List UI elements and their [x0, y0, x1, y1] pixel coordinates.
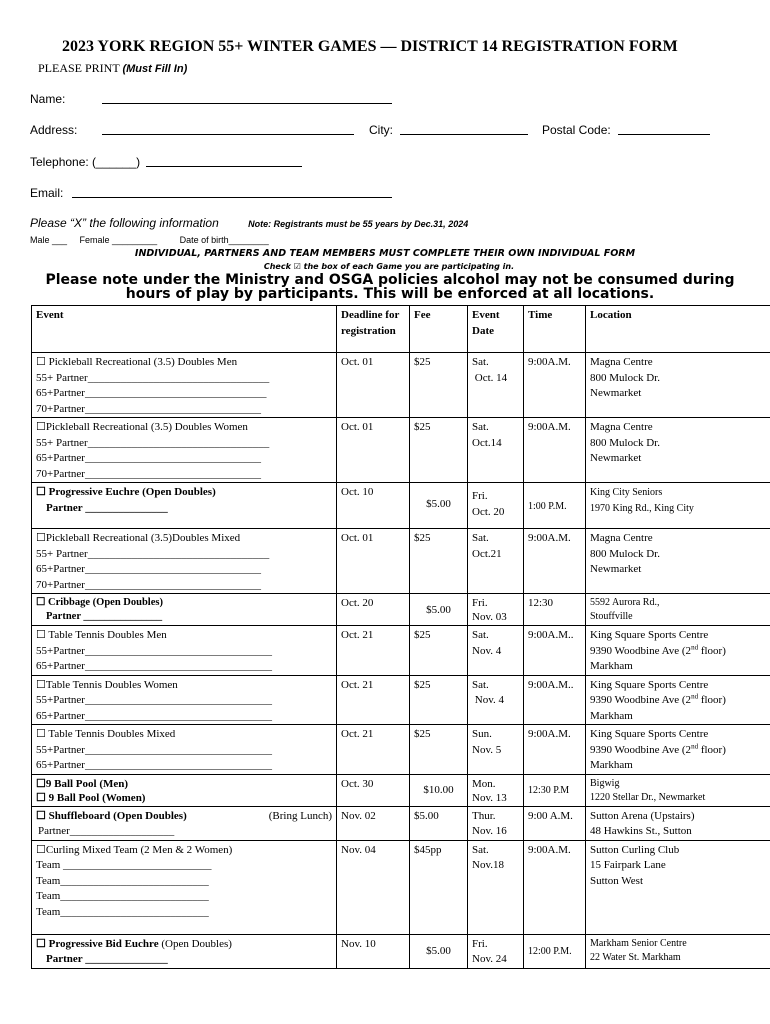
header-event: Event: [32, 306, 337, 353]
date-value: Oct.14: [472, 436, 502, 449]
event-checkbox-label[interactable]: ☐ Table Tennis Doubles Mixed: [36, 728, 176, 740]
table-row: [32, 934, 770, 968]
date-day: Fri.: [472, 597, 488, 609]
partner-field[interactable]: 65+Partner________________________________: [36, 563, 261, 575]
events-table: [31, 305, 770, 969]
partner-field[interactable]: Partner _______________: [46, 611, 163, 622]
location-cell: [586, 483, 770, 529]
event-checkbox-label[interactable]: ☐ Table Tennis Doubles Men: [36, 629, 167, 641]
male-field[interactable]: Male ___: [30, 235, 68, 245]
event-cell[interactable]: [32, 774, 337, 806]
location-cell: [586, 774, 770, 806]
please-print-label: PLEASE PRINT: [38, 61, 120, 75]
event-checkbox-label[interactable]: ☐Table Tennis Doubles Women: [36, 678, 178, 691]
event-cell[interactable]: [32, 529, 337, 594]
location-cell: [586, 840, 770, 934]
location-line: 5592 Aurora Rd.,: [590, 597, 660, 608]
location-line: Newmarket: [590, 563, 642, 575]
location-line: Magna Centre: [590, 532, 653, 544]
date-cell: [468, 529, 524, 594]
event-checkbox-label[interactable]: ☐Pickleball Recreational (3.5) Doubles Women: [36, 421, 248, 433]
time-cell: 9:00A.M.: [524, 529, 586, 594]
date-value: Nov. 4: [472, 694, 504, 706]
time-cell: 12:30 P.M: [524, 774, 586, 806]
fee-cell: $45pp: [410, 840, 468, 934]
table-row: [32, 774, 770, 806]
location-cell: [586, 594, 770, 626]
event-checkbox-label[interactable]: ☐Curling Mixed Team (2 Men & 2 Women): [36, 843, 233, 856]
dob-field[interactable]: Date of birth________: [179, 235, 269, 245]
date-day: Sat.: [472, 843, 489, 856]
partner-field[interactable]: 65+Partner________________________________: [36, 452, 261, 464]
table-row: [32, 725, 770, 775]
date-value: Nov. 16: [472, 825, 507, 837]
table-row: [32, 353, 770, 418]
event-checkbox-label[interactable]: ☐ Shuffleboard (Open Doubles): [36, 809, 187, 822]
event-checkbox-label[interactable]: ☐ 9 Ball Pool (Women): [36, 791, 146, 804]
event-cell[interactable]: [32, 626, 337, 676]
postal-code-field[interactable]: [618, 134, 710, 135]
time-cell: 9:00A.M.: [524, 840, 586, 934]
location-line: King Square Sports Centre: [590, 629, 709, 641]
time-cell: 1:00 P.M.: [524, 483, 586, 529]
date-cell: [468, 934, 524, 968]
date-value: Oct. 14: [472, 371, 508, 384]
name-label: Name:: [30, 92, 66, 106]
partner-field[interactable]: 55+Partner__________________________________: [36, 644, 272, 657]
date-value: Oct. 20: [472, 505, 505, 518]
event-cell[interactable]: [32, 725, 337, 775]
event-cell[interactable]: [32, 483, 337, 529]
please-print-note: [38, 61, 187, 76]
event-checkbox-label[interactable]: ☐ Progressive Euchre (Open Doubles): [36, 486, 216, 498]
location-cell: [586, 934, 770, 968]
location-line: Bigwig: [590, 777, 620, 789]
must-fill-label: (Must Fill In): [122, 63, 188, 75]
postal-code-label: Postal Code:: [542, 123, 611, 137]
date-cell: [468, 626, 524, 676]
location-line: King Square Sports Centre: [590, 678, 709, 691]
partner-field[interactable]: 55+ Partner_________________________________: [36, 547, 270, 560]
location-line: 800 Mulock Dr.: [590, 371, 660, 384]
location-line: Markham Senior Centre: [590, 937, 687, 949]
event-title-row[interactable]: [36, 937, 332, 953]
location-line: Magna Centre: [590, 421, 653, 433]
date-cell: [468, 483, 524, 529]
table-row: [32, 594, 770, 626]
event-checkbox-label[interactable]: ☐ Pickleball Recreational (3.5) Doubles Men: [36, 356, 238, 368]
x-info-note: [30, 216, 468, 230]
event-cell[interactable]: [32, 806, 337, 840]
time-cell: 12:30: [524, 594, 586, 626]
event-cell[interactable]: [32, 840, 337, 934]
date-day: Sat.: [472, 678, 489, 691]
date-day: Fri.: [472, 490, 488, 502]
location-line: 800 Mulock Dr.: [590, 547, 660, 560]
date-value: Nov. 13: [472, 791, 507, 804]
table-row: [32, 675, 770, 725]
event-cell[interactable]: [32, 353, 337, 418]
event-cell[interactable]: [32, 594, 337, 626]
partner-field[interactable]: 70+Partner________________________________: [36, 467, 261, 480]
location-line: 22 Water St. Markham: [590, 951, 681, 963]
location-line: Newmarket: [590, 452, 642, 464]
deadline-cell: Oct. 01: [337, 353, 410, 418]
date-cell: [468, 725, 524, 775]
address-field[interactable]: [102, 134, 354, 135]
partner-field[interactable]: 65+Partner__________________________________: [36, 759, 272, 771]
event-note: (Bring Lunch): [268, 809, 332, 822]
location-cell: [586, 529, 770, 594]
date-cell: [468, 594, 524, 626]
email-field[interactable]: [72, 197, 392, 198]
table-row: [32, 840, 770, 934]
partner-field[interactable]: 65+Partner__________________________________: [36, 709, 272, 722]
partner-field[interactable]: 70+Partner________________________________: [36, 402, 261, 415]
location-cell: [586, 725, 770, 775]
partner-field[interactable]: Partner _______________: [46, 501, 168, 514]
partner-field[interactable]: 55+Partner__________________________________: [36, 694, 272, 706]
location-cell: [586, 626, 770, 676]
time-cell: 9:00A.M..: [524, 626, 586, 676]
team-member-field[interactable]: Team___________________________: [36, 874, 209, 887]
city-field[interactable]: [400, 134, 528, 135]
fee-cell: $5.00: [410, 594, 468, 626]
event-checkbox-label[interactable]: ☐Pickleball Recreational (3.5)Doubles Mixed: [36, 532, 241, 544]
city-label: City:: [369, 123, 393, 137]
date-day: Sun.: [472, 728, 492, 740]
date-day: Sat.: [472, 421, 489, 433]
date-value: Oct.21: [472, 547, 502, 560]
header-event-date: Event Date: [468, 306, 524, 353]
location-line: Markham: [590, 709, 633, 722]
telephone-field[interactable]: [146, 166, 302, 167]
location-line: 9390 Woodbine Ave (2nd floor): [590, 692, 726, 706]
time-cell: 9:00A.M.: [524, 418, 586, 483]
location-line: Sutton Arena (Upstairs): [590, 809, 695, 822]
date-value: Nov. 5: [472, 743, 502, 756]
deadline-cell: Nov. 10: [337, 934, 410, 968]
fee-cell: $10.00: [410, 774, 468, 806]
table-row: [32, 483, 770, 529]
location-line: 1220 Stellar Dr., Newmarket: [590, 791, 706, 803]
time-cell: 9:00 A.M.: [524, 806, 586, 840]
time-cell: 9:00A.M..: [524, 675, 586, 725]
date-cell: [468, 353, 524, 418]
table-row: [32, 529, 770, 594]
partner-field[interactable]: 70+Partner________________________________: [36, 578, 261, 591]
telephone-label: Telephone: (______): [30, 155, 141, 169]
partner-field[interactable]: 55+ Partner_________________________________: [36, 371, 270, 384]
deadline-cell: Oct. 30: [337, 774, 410, 806]
event-checkbox-label[interactable]: ☐ Progressive Bid Euchre: [36, 937, 159, 950]
event-checkbox-label[interactable]: ☐ Cribbage (Open Doubles): [36, 597, 163, 608]
individual-form-note: INDIVIDUAL, PARTNERS AND TEAM MEMBERS MUST COMPLETE THEIR OWN INDIVIDUAL FORM: [134, 248, 636, 259]
deadline-cell: Oct. 01: [337, 529, 410, 594]
fee-cell: $25: [410, 675, 468, 725]
location-line: Markham: [590, 660, 633, 672]
team-member-field[interactable]: Team ___________________________: [36, 859, 212, 871]
header-time: Time: [524, 306, 586, 353]
table-row: [32, 418, 770, 483]
fee-cell: $25: [410, 418, 468, 483]
alcohol-policy-note: Please note under the Ministry and OSGA policies alcohol may not be consumed during hours of play by participants. This will be enforced at all locations.: [45, 272, 735, 302]
date-cell: [468, 840, 524, 934]
partner-field[interactable]: 55+Partner__________________________________: [36, 743, 272, 756]
location-line: 9390 Woodbine Ave (2nd floor): [590, 741, 726, 756]
location-line: Newmarket: [590, 387, 642, 399]
event-cell[interactable]: [32, 934, 337, 968]
fee-cell: $5.00: [410, 483, 468, 529]
date-day: Fri.: [472, 937, 488, 950]
address-label: Address:: [30, 123, 78, 137]
fee-cell: $25: [410, 725, 468, 775]
deadline-cell: Oct. 21: [337, 725, 410, 775]
event-note: (Open Doubles): [161, 937, 232, 950]
deadline-cell: Nov. 02: [337, 806, 410, 840]
partner-field[interactable]: 65+Partner__________________________________: [36, 660, 272, 672]
deadline-cell: Nov. 04: [337, 840, 410, 934]
location-line: Stouffville: [590, 611, 633, 622]
location-line: 9390 Woodbine Ave (2nd floor): [590, 642, 726, 657]
fee-cell: $25: [410, 353, 468, 418]
location-line: Markham: [590, 759, 633, 771]
location-line: Magna Centre: [590, 356, 653, 368]
deadline-cell: Oct. 21: [337, 675, 410, 725]
location-cell: [586, 806, 770, 840]
table-row: [32, 626, 770, 676]
team-member-field[interactable]: Team___________________________: [36, 890, 209, 902]
location-line: King Square Sports Centre: [590, 728, 709, 740]
header-deadline: Deadline for registration: [337, 306, 410, 353]
email-label: Email:: [30, 186, 64, 200]
deadline-cell: Oct. 01: [337, 418, 410, 483]
date-value: Nov. 24: [472, 953, 507, 965]
date-day: Sat.: [472, 532, 489, 544]
deadline-cell: Oct. 20: [337, 594, 410, 626]
form-title: 2023 YORK REGION 55+ WINTER GAMES — DISTRICT 14 REGISTRATION FORM: [62, 38, 678, 55]
age-note: Note: Registrants must be 55 years by Dec.31, 2024: [248, 219, 469, 229]
location-cell: [586, 418, 770, 483]
date-day: Sat.: [472, 356, 489, 368]
team-member-field[interactable]: Team___________________________: [36, 905, 209, 918]
fee-cell: $25: [410, 529, 468, 594]
time-cell: 9:00A.M.: [524, 353, 586, 418]
partner-field[interactable]: Partner _______________: [46, 953, 168, 965]
time-cell: 9:00A.M.: [524, 725, 586, 775]
event-title-row[interactable]: [36, 809, 332, 825]
fee-cell: $5.00: [410, 806, 468, 840]
location-line: 15 Fairpark Lane: [590, 859, 666, 871]
location-cell: [586, 675, 770, 725]
date-day: Mon.: [472, 777, 496, 790]
location-cell: [586, 353, 770, 418]
location-line: Sutton Curling Club: [590, 843, 680, 856]
fee-cell: $25: [410, 626, 468, 676]
event-cell[interactable]: [32, 418, 337, 483]
date-cell: [468, 418, 524, 483]
partner-field[interactable]: 65+Partner_________________________________: [36, 387, 267, 399]
header-location: Location: [586, 306, 770, 353]
partner-field[interactable]: 55+ Partner_________________________________: [36, 436, 270, 449]
date-value: Nov.18: [472, 859, 504, 871]
event-cell[interactable]: [32, 675, 337, 725]
date-day: Thur.: [472, 809, 496, 822]
partner-field[interactable]: Partner___________________: [38, 825, 175, 837]
name-field[interactable]: [102, 103, 392, 104]
date-day: Sat.: [472, 629, 489, 641]
date-value: Nov. 03: [472, 611, 507, 623]
location-line: 48 Hawkins St., Sutton: [590, 825, 692, 837]
x-info-text: Please “X” the following information: [30, 216, 219, 230]
date-cell: [468, 675, 524, 725]
date-cell: [468, 806, 524, 840]
gender-dob-row: [30, 235, 269, 245]
table-row: [32, 806, 770, 840]
check-box-note: Check ☑ the box of each Game you are participating in.: [263, 262, 515, 271]
female-field[interactable]: Female _________: [79, 235, 158, 245]
location-line: Sutton West: [590, 874, 644, 887]
deadline-cell: Oct. 10: [337, 483, 410, 529]
time-cell: 12:00 P.M.: [524, 934, 586, 968]
location-line: King City Seniors: [590, 487, 663, 498]
deadline-cell: Oct. 21: [337, 626, 410, 676]
date-cell: [468, 774, 524, 806]
header-fee: Fee: [410, 306, 468, 353]
date-value: Nov. 4: [472, 644, 502, 657]
fee-cell: $5.00: [410, 934, 468, 968]
location-line: 1970 King Rd., King City: [590, 502, 694, 514]
event-checkbox-label[interactable]: ☐9 Ball Pool (Men): [36, 777, 129, 790]
location-line: 800 Mulock Dr.: [590, 436, 660, 449]
